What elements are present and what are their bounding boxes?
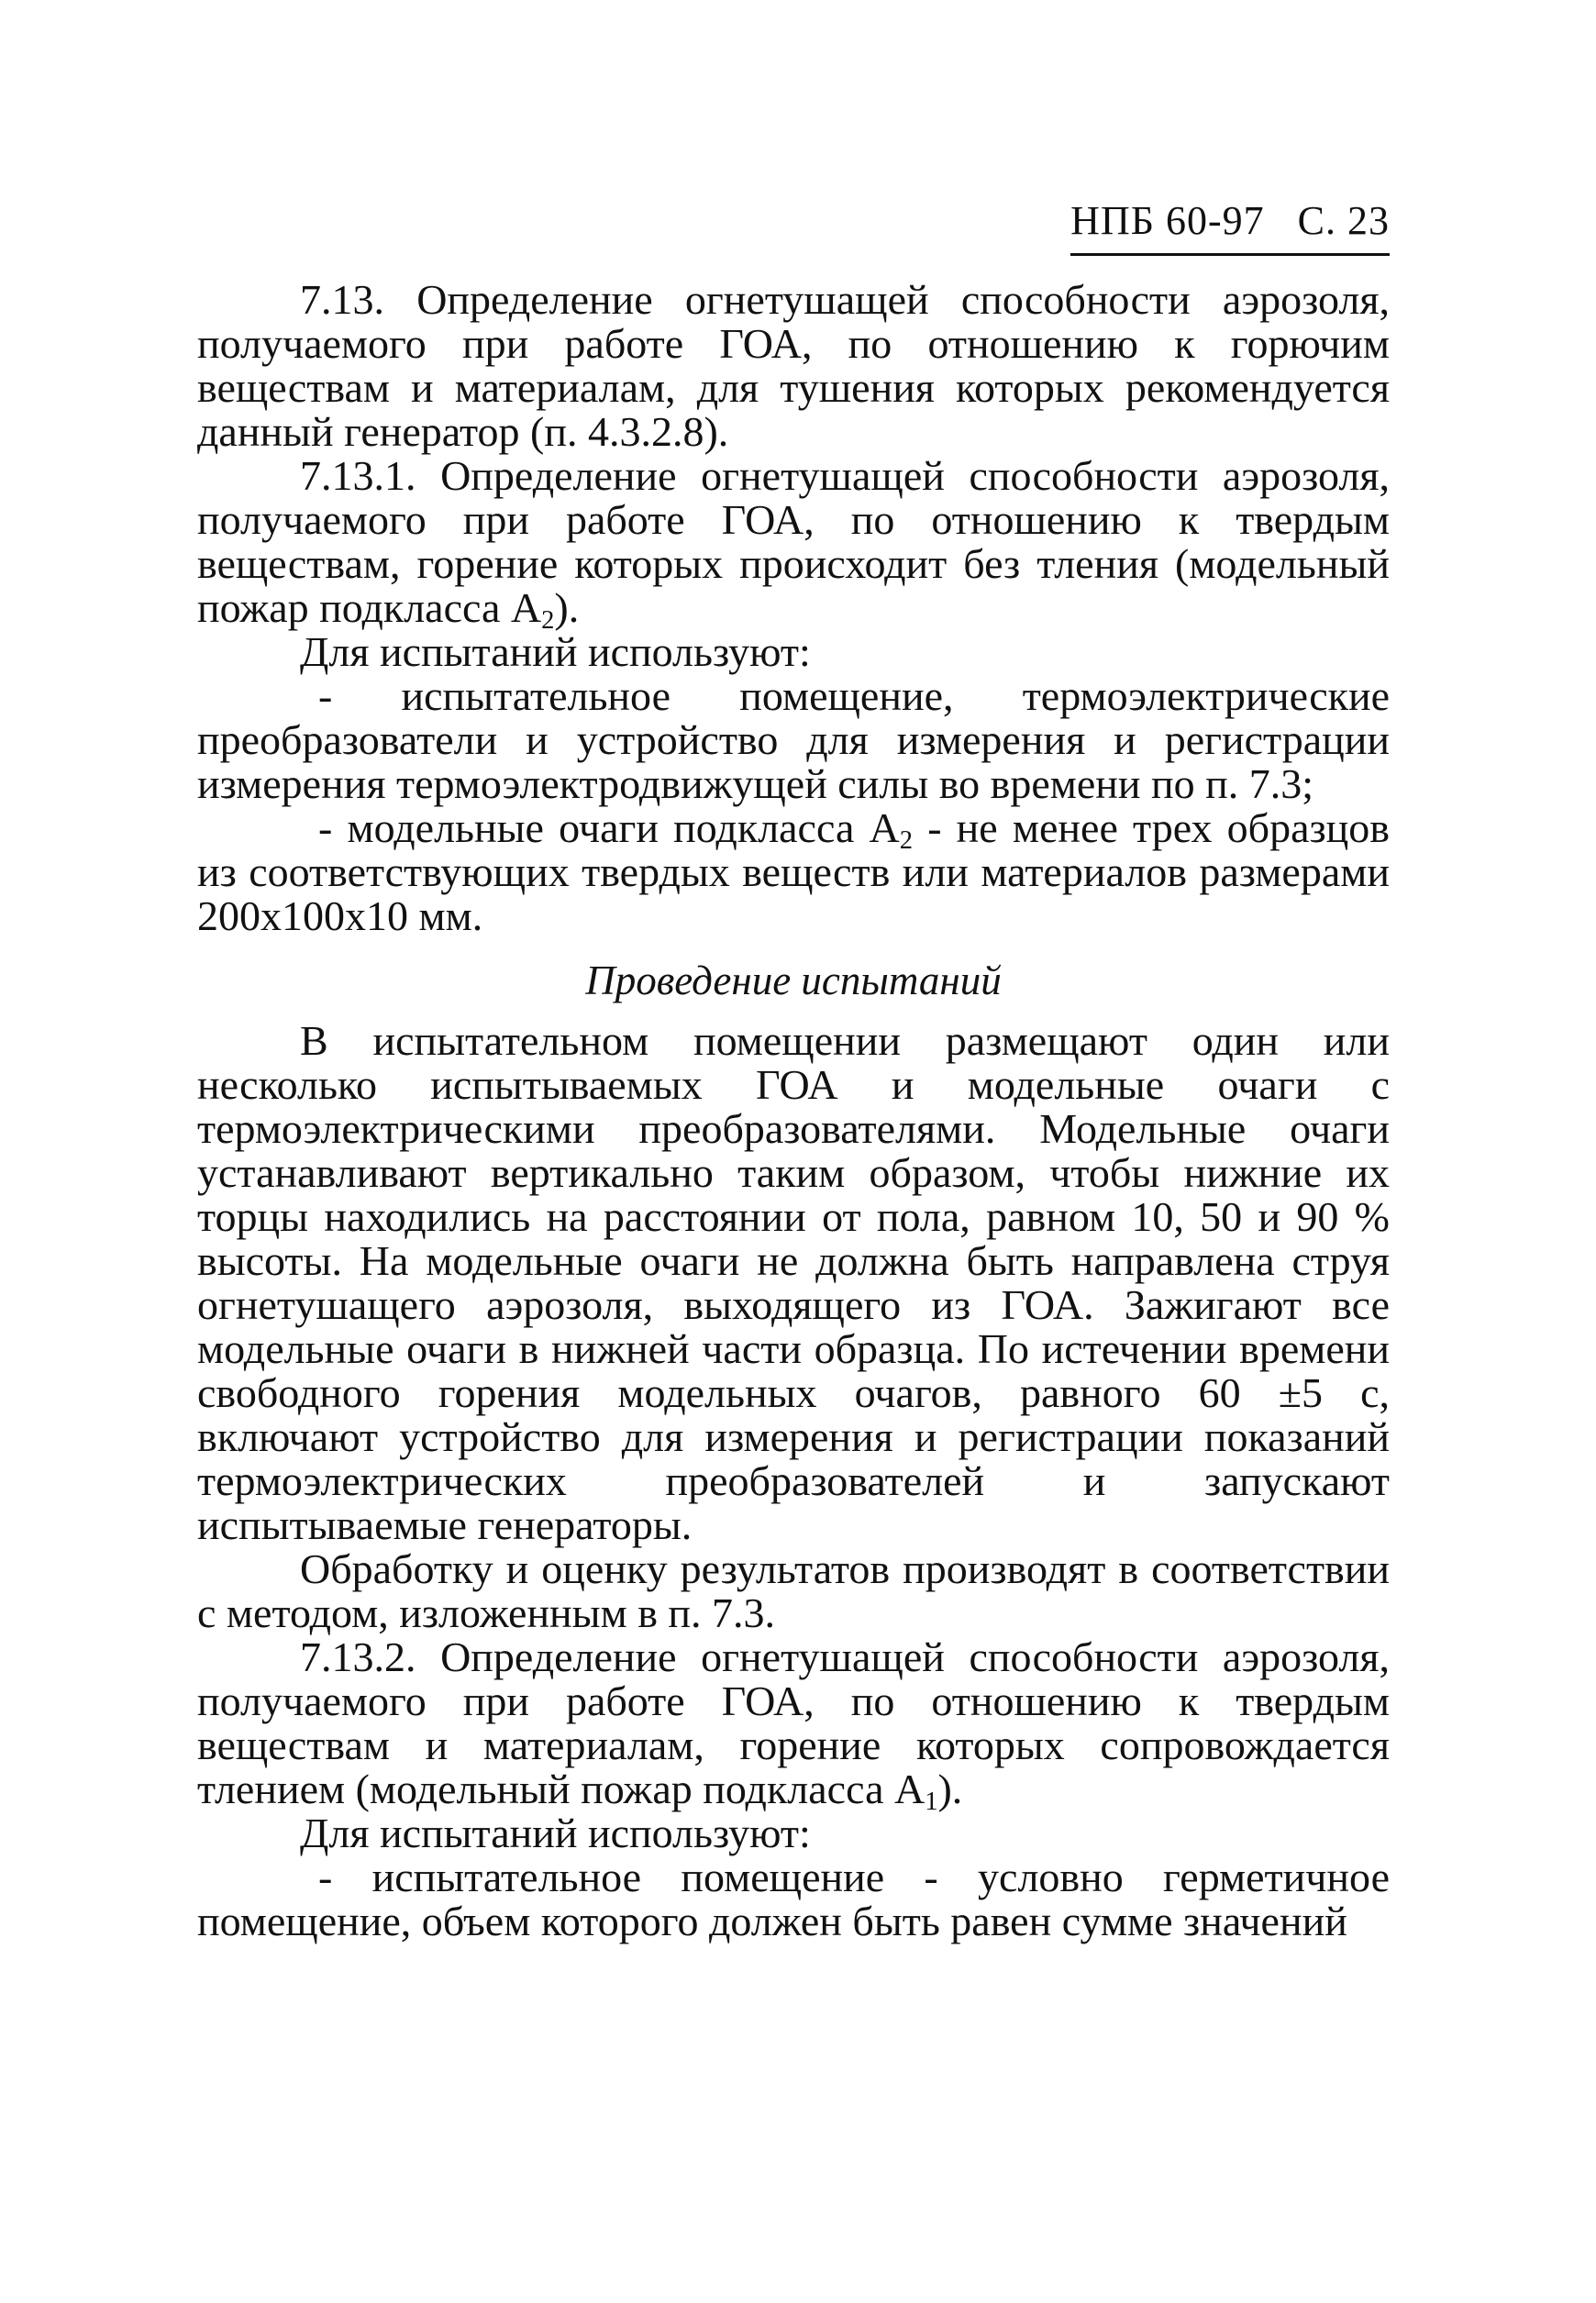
- paragraph-7-13: 7.13. Определение огнетушащей способности аэрозоля, получаемого при работе ГОА, по отношению к горючим веществам и материалам, для тушения которых рекомендуется данный генератор (п. 4.3.2.8).: [197, 276, 1390, 455]
- list-item-model-fires-text: - модельные очаги подкласса А: [318, 804, 900, 851]
- list-item-model-fires: [197, 806, 1390, 938]
- paragraph-processing: Обработку и оценку результатов производят в соответствии с методом, изложенным в п. 7.3.: [197, 1545, 1390, 1636]
- document-body: [197, 278, 1390, 1943]
- list-item-equipment: - испытательное помещение, термоэлектрические преобразователи и устройство для измерения и регистрации измерения термоэлектродвижущей силы во времени по п. 7.3;: [197, 672, 1390, 807]
- subscript: 2: [541, 606, 555, 636]
- paragraph-7-13-2: [197, 1633, 1390, 1817]
- section-heading: Проведение испытаний: [585, 958, 1002, 1003]
- page-number: С. 23: [1297, 198, 1390, 243]
- paragraph-7-13-2-end: ).: [937, 1766, 963, 1812]
- paragraph-7-13-2-text: 7.13.2. Определение огнетушащей способности аэрозоля, получаемого при работе ГОА, по отношению к твердым веществам и материалам, горение которых сопровождается тлением (модельный пожар подкласса А: [197, 1633, 1390, 1812]
- paragraph-equipment-intro-2: Для испытаний используют:: [300, 1810, 811, 1856]
- page-header: [1070, 197, 1390, 256]
- paragraph-7-13-1-text: 7.13.1. Определение огнетушащей способности аэрозоля, получаемого при работе ГОА, по отношению к твердым веществам, горение которых происходит без тления (модельный пожар подкласса А: [197, 452, 1390, 631]
- paragraph-procedure: В испытательном помещении размещают один или несколько испытываемых ГОА и модельные очаги с термоэлектрическими преобразователями. Модельные очаги устанавливают вертикально таким образом, чтобы нижние их торцы находились на расстоянии от пола, равном 10, 50 и 90 % высоты. На модельные очаги не должна быть направлена струя огнетушащего аэрозоля, выходящего из ГОА. Зажигают все модельные очаги в нижней части образца. По истечении времени свободного горения модельных очагов, равного 60 ±5 с, включают устройство для измерения и регистрации показаний термоэлектрических преобразователей и запускают испытываемые генераторы.: [197, 1017, 1390, 1548]
- paragraph-equipment-intro: Для испытаний используют:: [300, 628, 811, 675]
- document-code: НПБ 60-97: [1070, 198, 1265, 243]
- subscript: 1: [925, 1788, 938, 1817]
- paragraph-7-13-1: [197, 452, 1390, 636]
- list-item-test-room: - испытательное помещение - условно герметичное помещение, объем которого должен быть равен сумме значений: [197, 1854, 1390, 1944]
- list-item-model-fires-end: - не менее трех образцов из соответствующих твердых веществ или материалов размерами 200х100х10 мм.: [197, 804, 1390, 939]
- subscript: 2: [899, 826, 914, 856]
- paragraph-7-13-1-end: ).: [554, 584, 580, 631]
